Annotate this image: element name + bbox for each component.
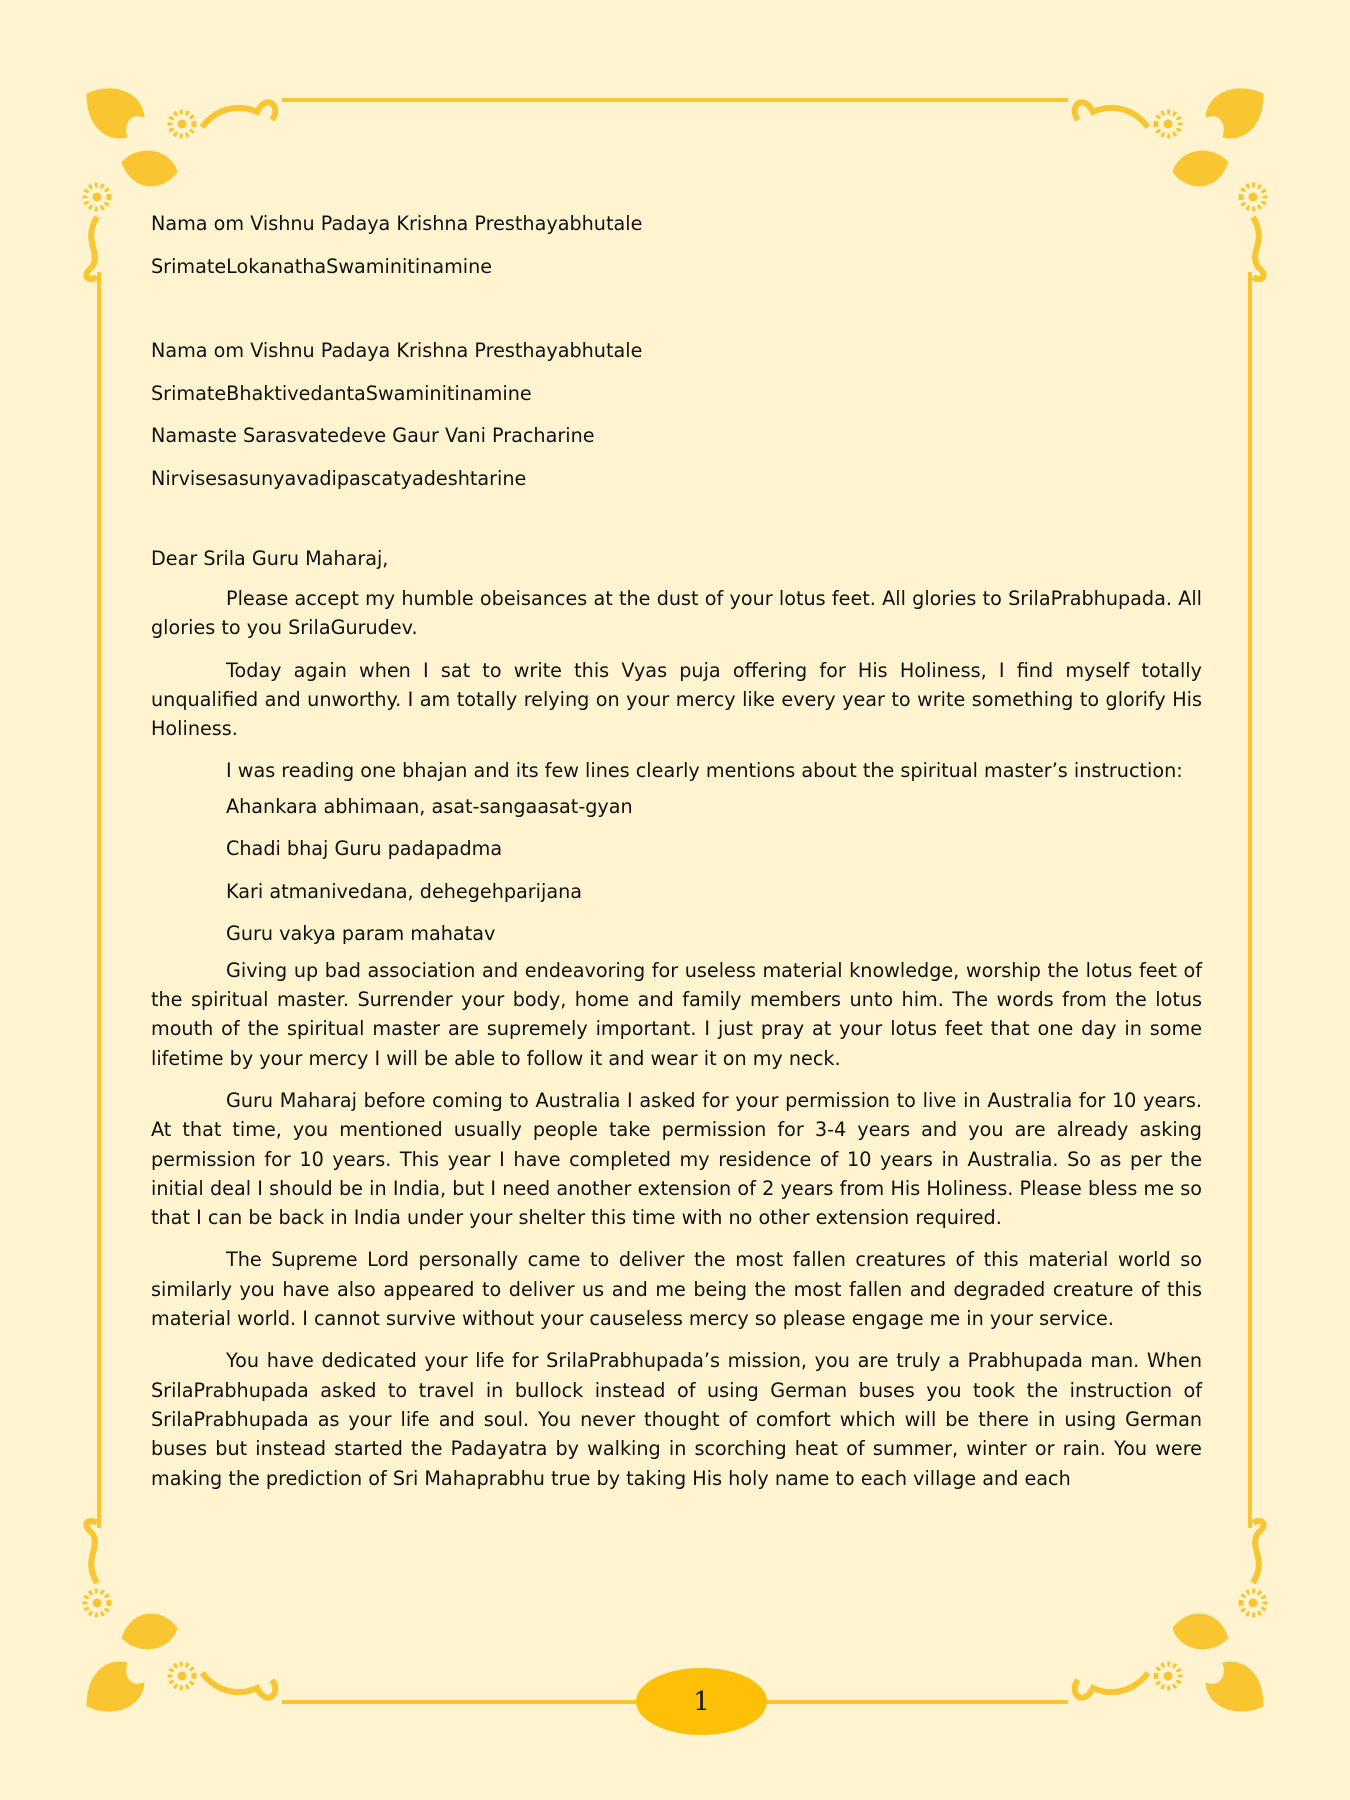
invocation-line: Nama om Vishnu Padaya Krishna Presthayabhutale [151, 212, 643, 235]
paragraph: Today again when I sat to write this Vyas puja offering for His Holiness, I find myself totally unqualified and unworthy. I am totally relying on your mercy like every year to write something to glorify His Holiness. [151, 658, 1202, 741]
paragraph: Please accept my humble obeisances at the dust of your lotus feet. All glories to SrilaPrabhupada. All glories to you SrilaGurudev. [151, 587, 1202, 640]
invocation-line: Nirvisesasunyavadipascatyadeshtarine [151, 466, 527, 490]
invocation-line: SrimateBhaktivedantaSwaminitinamine [151, 381, 532, 405]
corner-ornament-icon [1068, 1518, 1268, 1718]
paragraph: Guru Maharaj before coming to Australia I asked for your permission to live in Australia for 10 years. At that time, you mentioned usually people take permission for 3-4 years and you are already asking permission for 10 years. This year I have completed my residence of 10 years in Australia. So as per the initial deal I should be in India, but I need another extension of 2 years from His Holiness. Please bless me so that I can be back in India under your shelter this time with no other extension required. [151, 1088, 1202, 1230]
corner-ornament-icon [82, 1518, 282, 1718]
verse-line: Chadi bhaj Guru padapadma [226, 837, 503, 861]
border-bottom-right [765, 1700, 1068, 1704]
border-right [1248, 272, 1252, 1528]
paragraph: I was reading one bhajan and its few lines clearly mentions about the spiritual master’s instruction: [226, 759, 1183, 783]
invocation-line: SrimateLokanathaSwaminitinamine [151, 254, 493, 278]
paragraph: You have dedicated your life for SrilaPrabhupada’s mission, you are truly a Prabhupada man. When SrilaPrabhupada asked to travel in bullock instead of using German buses you took the instruction of SrilaPrabhupada as your life and soul. You never thought of comfort which will be there in using German buses but instead started the Padayatra by walking in scorching heat of summer, winter or rain. You were making the prediction of Sri Mahaprabhu true by taking His holy name to each village and each [151, 1349, 1202, 1490]
paragraph: The Supreme Lord personally came to deliver the most fallen creatures of this material world so similarly you have also appeared to deliver us and me being the most fallen and degraded creature of this material world. I cannot survive without your causeless mercy so please engage me in your service. [151, 1248, 1202, 1331]
letter-body [151, 203, 1202, 1506]
verse-line: Ahankara abhimaan, asat-sangaasat-gyan [226, 794, 633, 818]
invocation-line: Nama om Vishnu Padaya Krishna Presthayabhutale [151, 339, 643, 362]
invocation-line: Namaste Sarasvatedeve Gaur Vani Pracharine [151, 424, 595, 447]
greeting: Dear Srila Guru Maharaj, [151, 547, 389, 570]
verse-line: Guru vakya param mahatav [226, 922, 496, 946]
border-bottom-left [282, 1700, 638, 1704]
border-left [97, 272, 101, 1528]
verse-line: Kari atmanivedana, dehegehparijana [226, 879, 583, 903]
paragraph: Giving up bad association and endeavoring for useless material knowledge, worship the lotus feet of the spiritual master. Surrender your body, home and family members unto him. The words from the lotus mouth of the spiritual master are supremely important. I just pray at your lotus feet that one day in some lifetime by your mercy I will be able to follow it and wear it on my neck. [151, 958, 1202, 1070]
page-number: 1 [636, 1668, 767, 1735]
border-top [282, 98, 1068, 102]
